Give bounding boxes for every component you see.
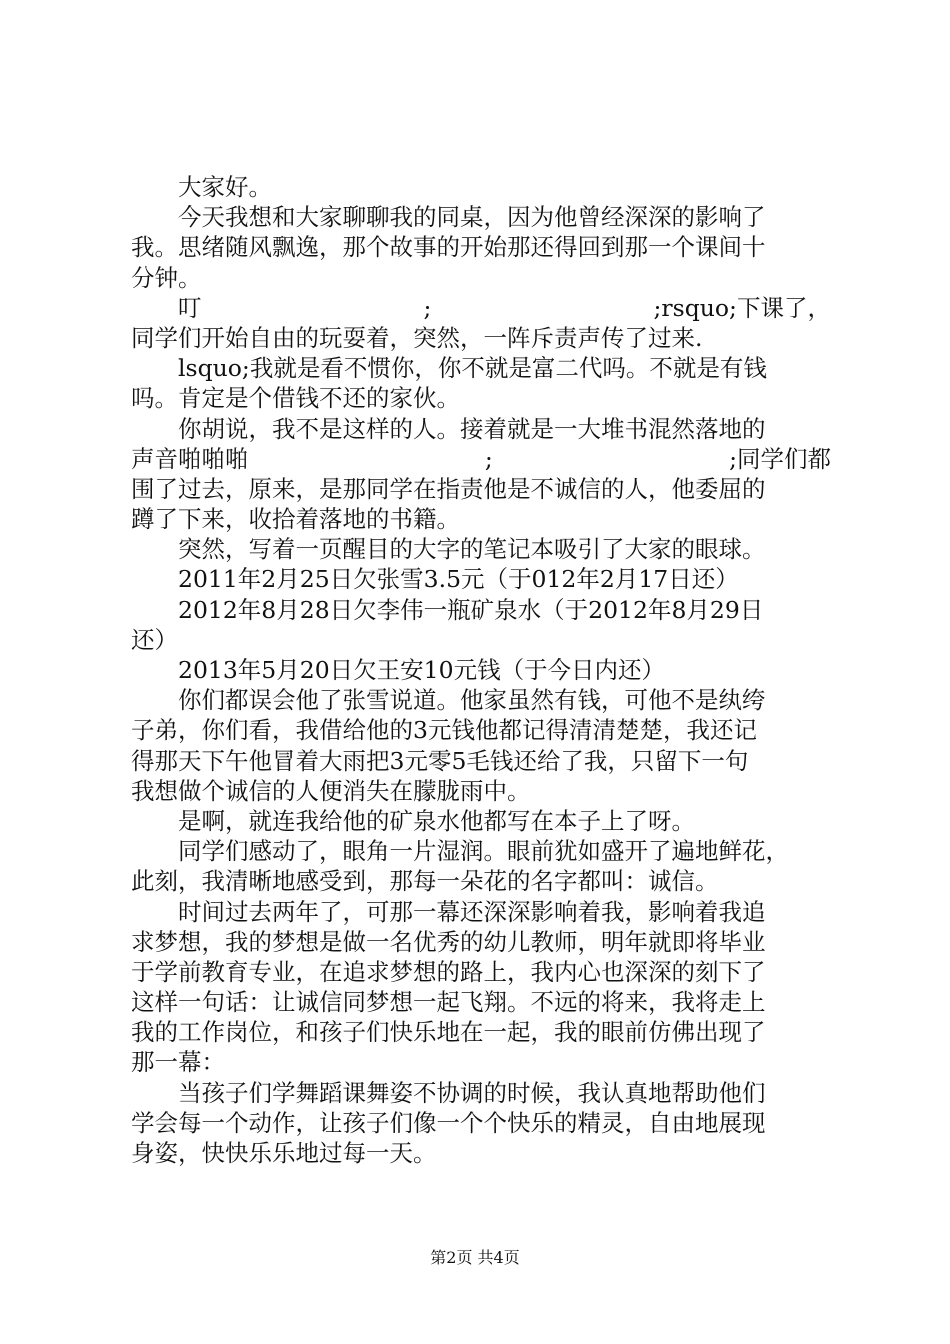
text-line: 子弟，你们看，我借给他的3元钱他都记得清清楚楚，我还记 [131, 716, 757, 745]
text-line: 2013年5月20日欠王安10元钱（于今日内还） [178, 656, 666, 684]
text-line: 分钟。 [131, 263, 202, 292]
text-line: 学会每一个动作，让孩子们像一个个快乐的精灵，自由地展现 [131, 1108, 766, 1137]
text-line: 今天我想和大家聊聊我的同桌，因为他曾经深深的影响了 [178, 203, 766, 232]
text-line: 当孩子们学舞蹈课舞姿不协调的时候，我认真地帮助他们 [178, 1078, 766, 1107]
text-line: 你们都误会他了张雪说道。他家虽然有钱，可他不是纨绔 [178, 686, 766, 715]
text-line: 我。思绪随风飘逸，那个故事的开始那还得回到那一个课间十 [131, 233, 766, 262]
text-line: 2012年8月28日欠李伟一瓶矿泉水（于2012年8月29日 [178, 595, 764, 624]
page-number-footer: 第2页 共4页 [430, 1248, 520, 1267]
text-line: 于学前教育专业，在追求梦想的路上，我内心也深深的刻下了 [131, 957, 766, 986]
text-line: 身姿，快快乐乐地过每一天。 [131, 1139, 437, 1167]
text-line: 围了过去，原来，是那同学在指责他是不诚信的人，他委屈的 [131, 474, 766, 503]
text-line: 同学们感动了，眼角一片湿润。眼前犹如盛开了遍地鲜花， [178, 837, 789, 866]
text-line: 这样一句话：让诚信同梦想一起飞翔。不远的将来，我将走上 [131, 988, 766, 1017]
text-line: lsquo;我就是看不惯你，你不就是富二代吗。不就是有钱 [178, 354, 767, 383]
text-line: 求梦想，我的梦想是做一名优秀的幼儿教师，明年就即将毕业 [131, 927, 766, 956]
text-fragment: ; [423, 293, 432, 322]
text-line: 得那天下午他冒着大雨把3元零5毛钱还给了我，只留下一句 [131, 746, 749, 775]
text-line: 此刻，我清晰地感受到，那每一朵花的名字都叫：诚信。 [131, 867, 719, 896]
text-line: 时间过去两年了，可那一幕还深深影响着我，影响着我追 [178, 897, 766, 926]
text-line: 蹲了下来，收拾着落地的书籍。 [131, 505, 460, 534]
text-fragment: ;同学们都 [729, 444, 831, 473]
text-line: 你胡说，我不是这样的人。接着就是一大堆书混然落地的 [178, 414, 766, 443]
text-line: 我的工作岗位，和孩子们快乐地在一起，我的眼前仿佛出现了 [131, 1018, 766, 1047]
text-line [131, 444, 831, 474]
text-line [131, 293, 831, 323]
text-fragment: ;rsquo;下课了， [653, 293, 831, 322]
text-line: 我想做个诚信的人便消失在朦胧雨中。 [131, 776, 531, 805]
text-line: 还） [131, 625, 178, 654]
text-fragment: 声音啪啪啪 [131, 444, 249, 473]
document-body [131, 172, 831, 1168]
text-line: 大家好。 [178, 173, 272, 201]
text-line: 吗。肯定是个借钱不还的家伙。 [131, 384, 460, 413]
text-fragment: ; [484, 444, 493, 473]
text-line: 突然，写着一页醒目的大字的笔记本吸引了大家的眼球。 [178, 535, 766, 564]
text-line: 2011年2月25日欠张雪3.5元（于012年2月17日还） [178, 565, 739, 594]
text-fragment: 叮 [178, 293, 202, 322]
text-line: 那一幕： [131, 1048, 225, 1077]
text-line: 同学们开始自由的玩耍着，突然，一阵斥责声传了过来. [131, 323, 703, 352]
text-line: 是啊，就连我给他的矿泉水他都写在本子上了呀。 [178, 806, 695, 835]
